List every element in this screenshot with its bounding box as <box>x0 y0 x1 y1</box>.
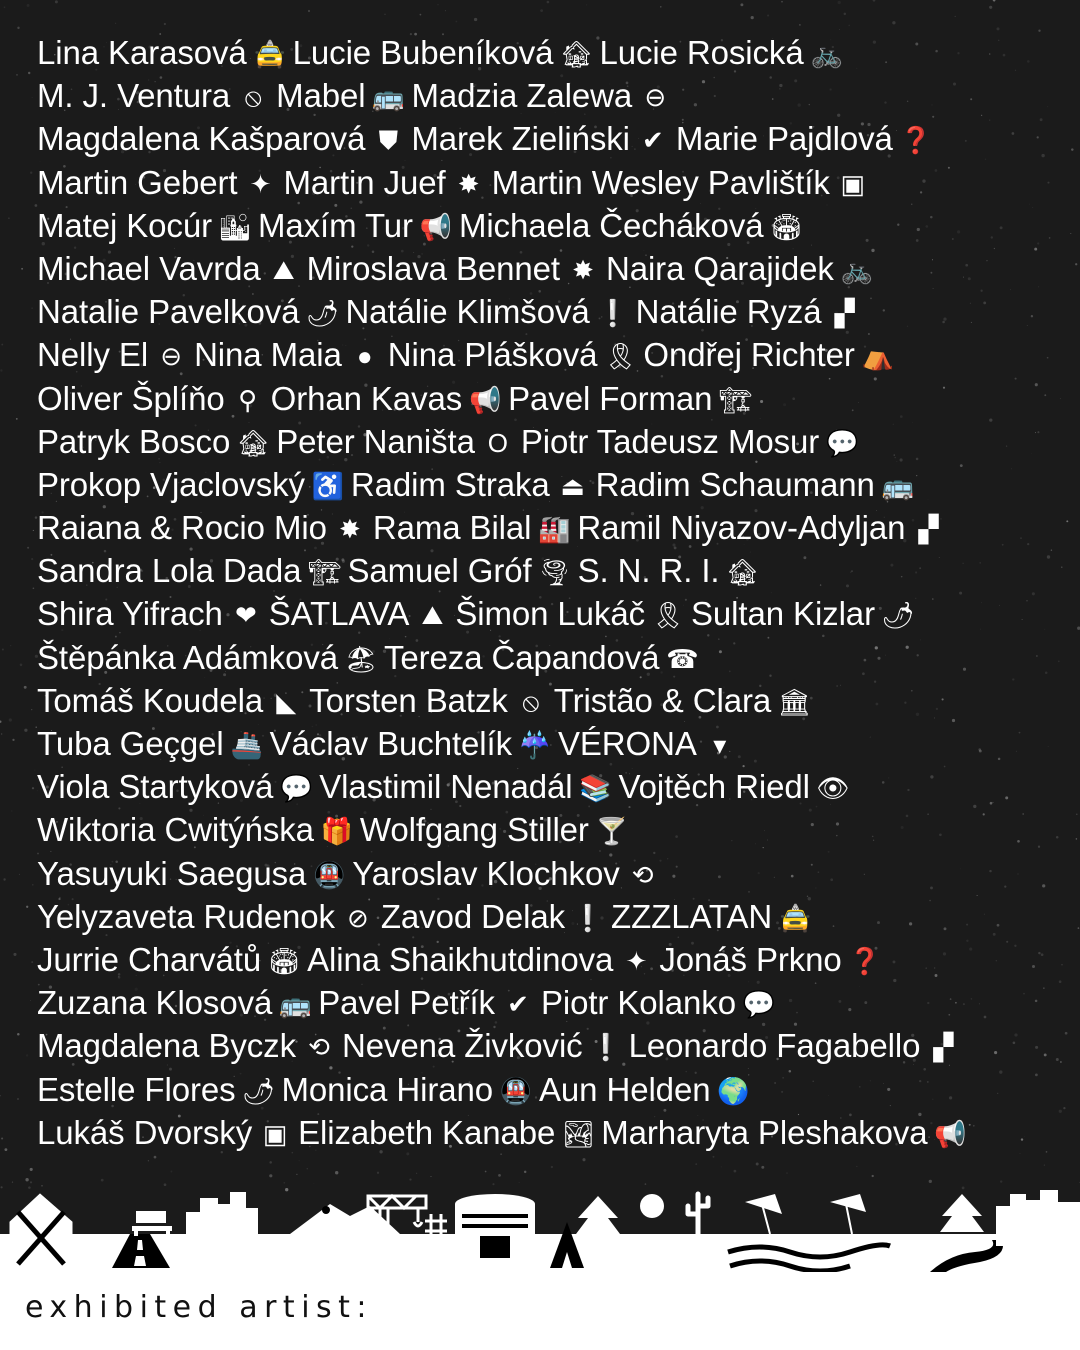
artist-name: Lina Karasová <box>37 34 247 71</box>
artist-line <box>37 1068 1067 1111</box>
artist-name: Wiktoria Cwitýńska <box>37 811 314 849</box>
artist-name: VÉRONA <box>557 725 697 762</box>
pictogram-icon: 🏚 <box>726 557 759 588</box>
pictogram-icon: 🏭 <box>538 514 571 545</box>
footer-label: exhibited artist: <box>25 1290 374 1325</box>
pictogram-icon: ⛰ <box>421 600 444 631</box>
artist-line <box>37 938 1067 981</box>
pictogram-icon: ⛰ <box>272 254 295 285</box>
artist-line <box>37 808 1067 851</box>
artist-line <box>37 117 1067 160</box>
pictogram-icon: ✸ <box>572 254 594 285</box>
pictogram-icon: ⏏ <box>560 470 585 501</box>
artist-name: Lukáš Dvorský <box>37 1113 253 1151</box>
artist-line <box>37 377 1067 420</box>
cactus-icon <box>688 1194 708 1234</box>
pictogram-icon: ✦ <box>625 945 648 976</box>
pictogram-icon: 🚌 <box>372 82 405 113</box>
sun-icon <box>640 1194 664 1218</box>
pictogram-icon: ⦸ <box>244 82 262 113</box>
pictogram-icon: 🚢 <box>230 730 263 760</box>
pictogram-icon: 🌍 <box>717 1075 750 1106</box>
pictogram-icon: ▞ <box>918 514 939 545</box>
artist-line <box>37 463 1067 506</box>
artist-name: Šimon Lukáč <box>455 595 645 633</box>
pictogram-icon: ⚲ <box>238 384 258 415</box>
pictogram-icon: 🎁 <box>320 816 354 847</box>
artist-name: Patryk Bosco <box>37 422 231 460</box>
pictogram-icon: 💬 <box>280 773 313 804</box>
pictogram-icon: ⊖ <box>160 341 182 372</box>
artist-name: Ramil Niyazov-Adyljan <box>577 509 906 547</box>
pictogram-icon: 🌶 <box>881 600 915 631</box>
artist-name: Oliver Šplíňo <box>37 379 225 417</box>
pictogram-icon: ❕ <box>571 902 605 933</box>
artist-name: Jurrie Charvátů <box>37 940 262 978</box>
artist-name: Leonardo Fagabello <box>628 1027 921 1065</box>
artist-line <box>37 1111 1067 1154</box>
artist-line <box>37 722 1067 765</box>
artist-line <box>37 765 1067 808</box>
artist-name: ŠATLAVA <box>268 595 410 633</box>
artist-line <box>37 247 1067 290</box>
pictogram-icon: 🏞 <box>561 1118 595 1149</box>
pictogram-icon: ❓ <box>899 125 932 156</box>
artist-name: Lucie Bubeníková <box>292 34 554 71</box>
artist-name: Magdalena Byczk <box>37 1027 296 1065</box>
artist-name: Michaela Čecháková <box>458 206 764 244</box>
artist-name: Martin Juef <box>283 163 446 201</box>
pictogram-icon: ☔ <box>518 730 552 760</box>
artist-name: Elizabeth Kanabe <box>298 1113 556 1151</box>
pictogram-icon: 🏚 <box>559 39 593 69</box>
pictogram-icon: ● <box>356 341 373 372</box>
pictogram-icon: 🏖 <box>344 643 378 674</box>
artist-name: Pavel Forman <box>508 379 713 417</box>
city-icon <box>996 1190 1080 1246</box>
artist-name: Vojtěch Riedl <box>618 768 810 806</box>
umbrella-icon <box>745 1194 866 1234</box>
artist-name: Orhan Kavas <box>270 379 463 417</box>
pictogram-icon: ⊖ <box>644 82 666 113</box>
artist-name: Martin Wesley Pavlištík <box>491 163 830 201</box>
pictogram-icon: 🍸 <box>595 816 628 847</box>
pictogram-icon: 🏙 <box>218 211 252 242</box>
pictogram-icon: 🎗 <box>603 341 637 372</box>
pictogram-icon: 💬 <box>826 427 859 458</box>
artist-name: Václav Buchtelík <box>269 725 512 762</box>
artist-name: Peter Naništa <box>276 422 475 460</box>
pictogram-icon: 🏗 <box>307 557 341 588</box>
city-icon <box>186 1192 258 1252</box>
artist-line <box>37 290 1067 333</box>
pictogram-icon: 📢 <box>469 384 502 415</box>
artist-name: Natálie Ryzá <box>635 293 822 331</box>
artist-name: Prokop Vjaclovský <box>37 465 305 503</box>
artist-name: Maxím Tur <box>257 206 413 244</box>
artist-line <box>37 895 1067 938</box>
artist-name: Radim Schaumann <box>595 465 875 503</box>
artist-name: Natalie Pavelková <box>37 293 300 331</box>
pictogram-icon: 👁 <box>816 773 850 804</box>
artist-line <box>37 636 1067 679</box>
artist-line <box>37 161 1067 204</box>
artist-name: Yaroslav Klochkov <box>352 854 620 892</box>
artist-name: Miroslava Bennet <box>306 249 560 287</box>
artist-name: Piotr Tadeusz Mosur <box>520 422 820 460</box>
artist-list <box>37 31 1067 1154</box>
artist-name: Madzia Zalewa <box>411 77 633 115</box>
artist-name: Jonáš Prkno <box>659 940 842 978</box>
artist-name: Lucie Rosická <box>599 34 804 71</box>
artist-name: M. J. Ventura <box>37 77 231 115</box>
pictogram-icon: ✔ <box>507 989 529 1020</box>
pictogram-icon: 🌪 <box>538 557 572 588</box>
pictogram-icon: 🌶 <box>305 298 339 329</box>
artist-name: Pavel Petřík <box>318 984 495 1022</box>
artist-name: Wolfgang Stiller <box>359 811 589 849</box>
pictogram-icon: ▣ <box>262 1118 288 1149</box>
artist-name: Marharyta Pleshakova <box>601 1113 928 1151</box>
artist-line <box>37 549 1067 592</box>
pictogram-icon: ✸ <box>457 168 480 199</box>
artist-name: Raiana & Rocio Mio <box>37 509 327 547</box>
pictogram-icon: 💬 <box>742 989 776 1020</box>
pictogram-icon: ⛺ <box>861 341 894 372</box>
pictogram-icon: 🏗 <box>718 384 752 415</box>
artist-line <box>37 333 1067 376</box>
pictogram-icon: 🏛 <box>777 686 811 717</box>
stadium-icon <box>455 1194 535 1260</box>
pictogram-icon: 📢 <box>934 1118 967 1149</box>
pictogram-icon: 🚖 <box>779 902 812 933</box>
artist-name: Tristão & Clara <box>553 681 772 719</box>
artist-name: Tomáš Koudela <box>37 681 264 719</box>
pictogram-icon: 🎗 <box>651 600 685 631</box>
pictogram-icon: ❤ <box>234 600 257 631</box>
pictogram-icon: 📢 <box>419 211 453 242</box>
pictogram-icon: ▞ <box>933 1032 954 1063</box>
artist-name: Shira Yifrach <box>37 595 223 633</box>
pictogram-icon: ❕ <box>589 1032 622 1063</box>
pictogram-icon: 🚌 <box>279 989 312 1020</box>
pictogram-icon: ♿ <box>311 470 345 501</box>
artist-line <box>37 981 1067 1024</box>
pictogram-icon: ❓ <box>848 945 881 976</box>
artist-line <box>37 420 1067 463</box>
artist-name: Sandra Lola Dada <box>37 552 302 590</box>
artist-line <box>37 31 1067 74</box>
pictogram-icon: ⟲ <box>631 859 654 890</box>
pictogram-icon: ✔ <box>642 125 664 156</box>
artist-name: Estelle Flores <box>37 1070 236 1108</box>
artist-name: Ondřej Richter <box>643 336 855 374</box>
pictogram-icon: 🚲 <box>840 254 873 285</box>
artist-name: Matej Kocúr <box>37 206 212 244</box>
pictogram-icon: ❕ <box>596 298 629 329</box>
pictogram-icon: ▣ <box>840 168 866 199</box>
artist-name: Tuba Geçgel <box>37 725 224 762</box>
artist-name: Yelyzaveta Rudenok <box>37 897 335 935</box>
pictogram-icon: ⊘ <box>347 902 369 933</box>
artist-line <box>37 1024 1067 1067</box>
pictogram-icon: ✦ <box>249 168 272 199</box>
pictogram-icon: 🚌 <box>881 470 914 501</box>
artist-name: ZZZLATAN <box>611 897 773 935</box>
pictogram-icon: 🏚 <box>236 427 270 458</box>
artist-name: Radim Straka <box>350 465 550 503</box>
artist-line <box>37 679 1067 722</box>
artist-name: Alina Shaikhutdinova <box>307 940 614 978</box>
pictogram-icon: ✸ <box>339 514 361 545</box>
artist-name: Nina Maia <box>194 336 342 374</box>
pictogram-icon: 🌶 <box>242 1075 275 1106</box>
artist-name: Nelly El <box>37 336 149 374</box>
artist-name: Sultan Kizlar <box>691 595 875 633</box>
artist-name: Naira Qarajidek <box>605 249 834 287</box>
artist-name: Piotr Kolanko <box>540 984 736 1022</box>
pictogram-icon: O <box>487 427 508 458</box>
artist-line <box>37 204 1067 247</box>
pictogram-icon: ▾ <box>713 730 727 760</box>
artist-name: Torsten Batzk <box>309 681 508 719</box>
artist-name: Vlastimil Nenadál <box>319 768 573 806</box>
artist-name: Samuel Gróf <box>347 552 532 590</box>
bench-icon <box>132 1211 172 1236</box>
artist-name: Tereza Čapandová <box>384 638 660 676</box>
house-icon <box>10 1194 72 1268</box>
pictogram-icon: ⦸ <box>522 686 540 717</box>
artist-line <box>37 506 1067 549</box>
pictogram-icon: ◣ <box>276 686 297 717</box>
artist-line <box>37 592 1067 635</box>
artist-name: Natálie Klimšová <box>345 293 590 331</box>
pictogram-icon: ☎ <box>666 643 699 674</box>
artist-name: Mabel <box>276 77 366 115</box>
pictogram-icon: 🏟 <box>770 211 803 242</box>
artist-name: Zuzana Klosová <box>37 984 273 1022</box>
artist-name: Marek Zieliński <box>411 120 630 158</box>
artist-name: Viola Startyková <box>37 768 274 806</box>
artist-name: Zavod Delak <box>380 897 566 935</box>
artist-line <box>37 74 1067 117</box>
artist-name: Yasuyuki Saegusa <box>37 854 307 892</box>
pictogram-icon: 🚇 <box>313 859 346 890</box>
artist-name: Monica Hirano <box>281 1070 493 1108</box>
pictogram-icon: ⟲ <box>308 1032 330 1063</box>
pictogram-icon: 🚖 <box>253 39 286 69</box>
pictogram-icon: 🚇 <box>499 1075 533 1106</box>
artist-name: Michael Vavrda <box>37 249 261 287</box>
artist-name: Štěpánka Adámková <box>37 638 339 676</box>
tree-icon <box>940 1194 984 1232</box>
artist-name: Rama Bilal <box>372 509 532 547</box>
artist-name: Magdalena Kašparová <box>37 120 366 158</box>
artist-name: S. N. R. I. <box>577 552 720 590</box>
artist-name: Marie Pajdlová <box>675 120 893 158</box>
pictogram-icon: ▞ <box>834 298 855 329</box>
artist-name: Nevena Živković <box>341 1027 583 1065</box>
pictogram-icon: ⛊ <box>378 125 399 156</box>
pictogram-icon: 📚 <box>579 773 612 804</box>
artist-line <box>37 852 1067 895</box>
pictogram-icon: 🚲 <box>810 39 843 69</box>
artist-name: Martin Gebert <box>37 163 238 201</box>
pictogram-icon: 🏟 <box>267 945 301 976</box>
skyline-illustration <box>0 1182 1080 1282</box>
artist-name: Nina Plášková <box>387 336 598 374</box>
artist-name: Aun Helden <box>538 1070 711 1108</box>
